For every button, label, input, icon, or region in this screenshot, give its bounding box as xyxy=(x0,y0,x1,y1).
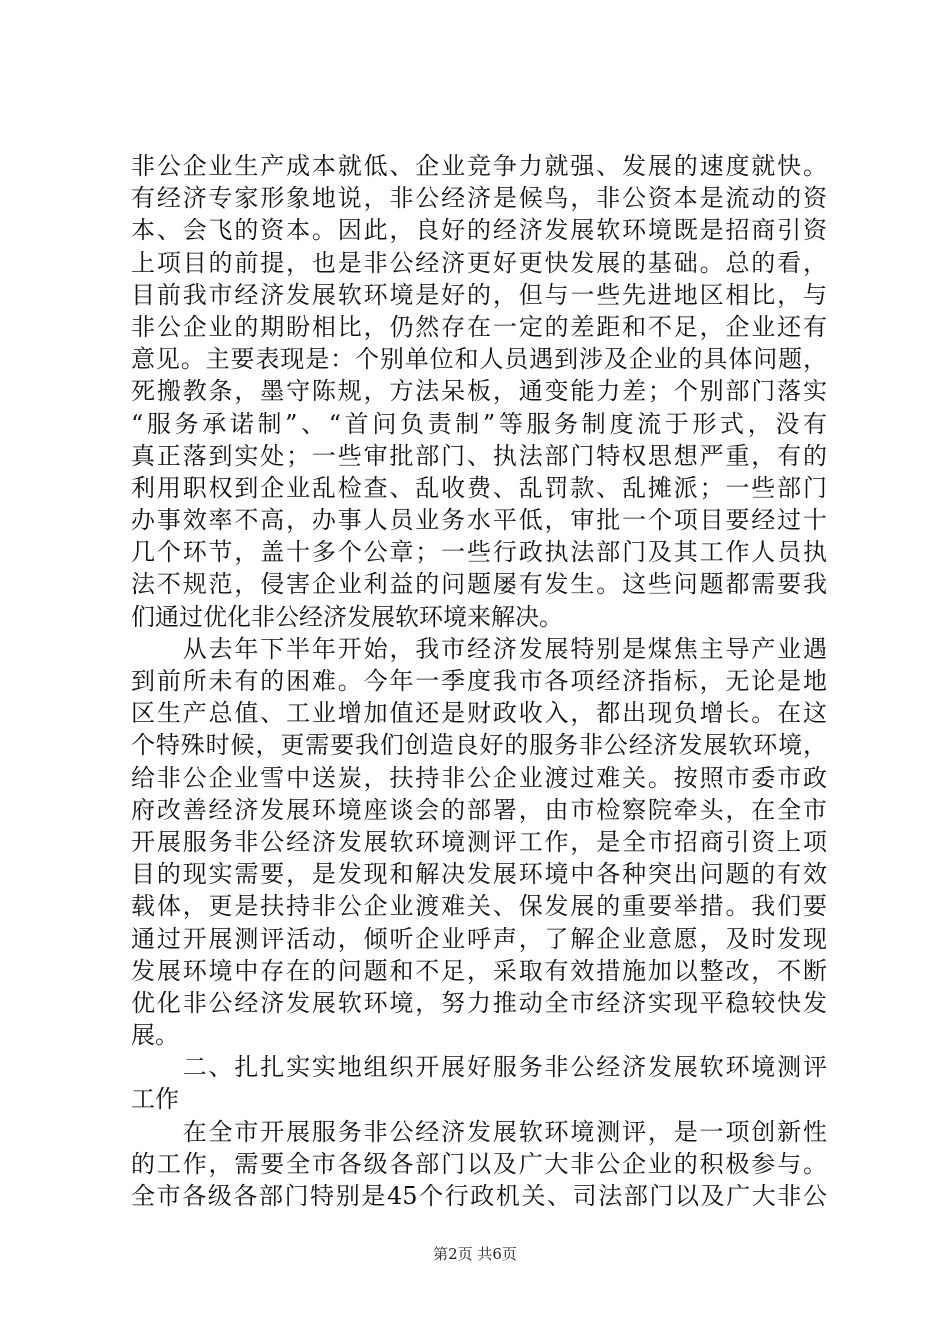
document-body xyxy=(131,150,827,1212)
page-footer: 第2页 共6页 xyxy=(433,1245,517,1263)
text-line: 非公企业生产成本就低、企业竞争力就强、发展的速度就快。 xyxy=(131,152,827,180)
text-line: 法不规范，侵害企业利益的问题屡有发生。这些问题都需要我 xyxy=(131,570,827,599)
text-line: 优化非公经济发展软环境，努力推动全市经济实现平稳较快发 xyxy=(131,988,827,1017)
text-line: 个特殊时候，更需要我们创造良好的服务非公经济发展软环境， xyxy=(131,731,827,760)
text-line: 意见。主要表现是：个别单位和人员遇到涉及企业的具体问题， xyxy=(131,345,827,374)
text-line: 全市各级各部门特别是45个行政机关、司法部门以及广大非公 xyxy=(131,1182,827,1210)
text-line: 目的现实需要，是发现和解决发展环境中各种突出问题的有效 xyxy=(131,860,827,889)
text-line: 发展环境中存在的问题和不足，采取有效措施加以整改，不断 xyxy=(131,956,827,985)
text-line: 府改善经济发展环境座谈会的部署，由市检察院牵头，在全市 xyxy=(131,795,827,824)
text-line: 真正落到实处；一些审批部门、执法部门特权思想严重，有的 xyxy=(131,441,827,470)
text-line: 目前我市经济发展软环境是好的，但与一些先进地区相比，与 xyxy=(131,280,827,309)
text-line: 本、会飞的资本。因此，良好的经济发展软环境既是招商引资 xyxy=(131,216,827,245)
text-line: 死搬教条，墨守陈规，方法呆板，通变能力差；个别部门落实 xyxy=(131,377,827,406)
text-line: 到前所未有的困难。今年一季度我市各项经济指标，无论是地 xyxy=(131,667,827,695)
text-line: 上项目的前提，也是非公经济更好更快发展的基础。总的看， xyxy=(131,248,827,277)
text-line: 给非公企业雪中送炭，扶持非公企业渡过难关。按照市委市政 xyxy=(131,763,827,792)
text-line: 区生产总值、工业增加值还是财政收入，都出现负增长。在这 xyxy=(131,699,827,728)
text-line: 几个环节，盖十多个公章；一些行政执法部门及其工作人员执 xyxy=(131,538,827,567)
text-line: 通过开展测评活动，倾听企业呼声，了解企业意愿，及时发现 xyxy=(131,924,827,953)
text-line: 载体，更是扶持非公企业渡难关、保发展的重要举措。我们要 xyxy=(131,892,827,921)
text-line: 的工作，需要全市各级各部门以及广大非公企业的积极参与。 xyxy=(131,1149,827,1178)
text-line: 利用职权到企业乱检查、乱收费、乱罚款、乱摊派；一些部门 xyxy=(131,473,827,502)
text-line: 二、扎扎实实地组织开展好服务非公经济发展软环境测评 xyxy=(131,1053,827,1082)
text-line: 展。 xyxy=(131,1021,179,1050)
text-line: 在全市开展服务非公经济发展软环境测评，是一项创新性 xyxy=(131,1117,827,1146)
text-line: 有经济专家形象地说，非公经济是候鸟，非公资本是流动的资 xyxy=(131,184,827,213)
text-line: 办事效率不高，办事人员业务水平低，审批一个项目要经过十 xyxy=(131,506,827,535)
text-line: “服务承诺制”、“首问负责制”等服务制度流于形式，没有 xyxy=(131,409,827,438)
text-line: 工作 xyxy=(131,1085,179,1114)
text-line: 们通过优化非公经济发展软环境来解决。 xyxy=(131,602,563,631)
text-line: 非公企业的期盼相比，仍然存在一定的差距和不足，企业还有 xyxy=(131,312,827,341)
text-line: 从去年下半年开始，我市经济发展特别是煤焦主导产业遇 xyxy=(131,634,827,663)
text-line: 开展服务非公经济发展软环境测评工作，是全市招商引资上项 xyxy=(131,827,827,856)
